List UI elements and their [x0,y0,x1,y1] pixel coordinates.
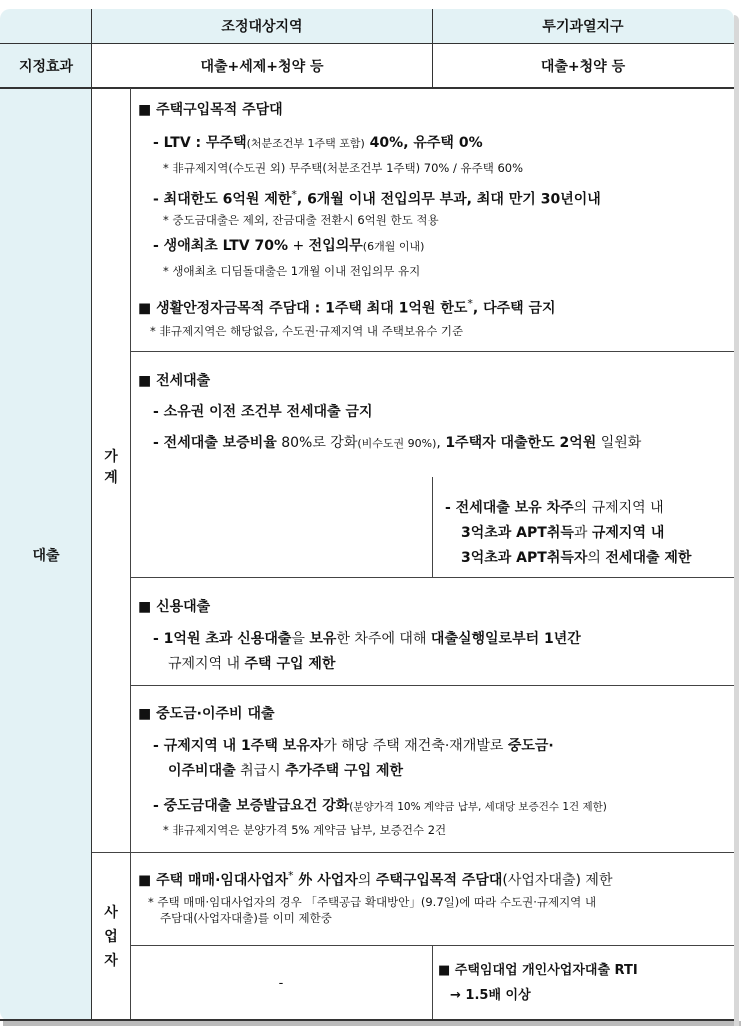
business-rti-line1: ■ 주택임대업 개인사업자대출 RTI [438,963,638,978]
interim-line2: 이주비대출 취급시 추가주택 구입 제한 [168,763,404,779]
jeonse-line2: - 전세대출 보증비율 80%로 강화(비수도권 90%), 1주택자 대출한도 2억원 일원화 [153,435,642,451]
interim-note: * 非규제지역은 분양가격 5% 계약금 납부, 보증건수 2건 [163,823,447,837]
mortgage-ltv-note: * 非규제지역(수도권 외) 무주택(처분조건부 1주택) 70% / 유주택 60% [163,161,524,175]
jeonse-title: ■ 전세대출 [138,373,211,389]
business-label-char: 사 [104,905,118,921]
jeonse-line1: - 소유권 이전 조건부 전세대출 금지 [153,404,373,420]
sublabel-divider [130,88,131,1021]
mortgage-limit-note: * 중도금대출은 제외, 잔금대출 전환시 6억원 한도 적용 [163,213,439,227]
effect-row-label: 지정효과 [18,58,74,75]
mortgage-living-note: * 非규제지역은 해당없음, 수도권·규제지역 내 주택보유수 기준 [150,324,464,338]
effect-row-a: 대출+세제+청약 등 [200,58,324,75]
regulation-table [0,9,734,1021]
business-dash: - [278,975,284,991]
divider-mortgage-jeonse [130,351,734,352]
business-note1: * 주택 매매·임대사업자의 경우 「주택공급 확대방안」(9.7일)에 따라 수도권·규제지역 내 [148,895,597,909]
header-col-b: 투기과열지구 [542,19,624,35]
mortgage-title: ■ 주택구입목적 주담대 [138,102,283,118]
table-shadow-side [734,15,739,1026]
jeonse-sub3: 3억초과 APT취득자의 전세대출 제한 [461,550,692,566]
mortgage-first-note: * 생애최초 디딤돌대출은 1개월 이내 전입의무 유지 [163,264,421,278]
divider-jeonse-box [432,477,433,577]
divider-jeonse-credit [130,577,734,578]
business-line1: ■ 주택 매매·임대사업자* 外 사업자의 주택구입목적 주담대(사업자대출) 제한 [138,869,613,889]
divider-business-bottom-mid [432,945,433,1021]
business-label-char: 자 [104,953,118,969]
jeonse-sub2: 3억초과 APT취득과 규제지역 내 [461,525,665,541]
col-divider-mid-header [432,9,433,88]
header-col-a: 조정대상지역 [221,19,303,35]
interim-title: ■ 중도금·이주비 대출 [138,706,275,722]
divider-jeonse-box-top [432,477,734,478]
jeonse-sub1: - 전세대출 보유 차주의 규제지역 내 [445,500,664,516]
credit-line2: 규제지역 내 주택 구입 제한 [168,656,336,672]
table-top-border [0,43,734,44]
mortgage-limit: - 최대한도 6억원 제한*, 6개월 이내 전입의무 부과, 최대 만기 30년이내 [153,188,601,208]
business-label [92,901,130,973]
mortgage-ltv: - LTV : 무주택(처분조건부 1주택 포함) 40%, 유주택 0% [153,135,483,151]
household-label [92,447,130,489]
household-label-char: 가 [104,449,118,465]
business-note2: 주담대(사업자대출)를 이미 제한중 [160,911,332,925]
loan-label: 대출 [32,547,60,564]
household-label-char: 계 [104,470,118,486]
divider-credit-interim [130,685,734,686]
mortgage-living: ■ 생활안정자금목적 주담대 : 1주택 최대 1억원 한도*, 다주택 금지 [138,297,556,317]
business-label-char: 업 [104,929,118,945]
mortgage-first-buyer: - 생애최초 LTV 70% + 전입의무(6개월 이내) [153,238,425,254]
interim-line1: - 규제지역 내 1주택 보유자가 해당 주택 재건축·재개발로 중도금· [153,738,554,754]
effect-row-bottom-border [0,87,734,89]
credit-line1: - 1억원 초과 신용대출을 보유한 차주에 대해 대출실행일로부터 1년간 [153,631,581,647]
divider-household-business [92,852,734,853]
col-divider-left [91,9,92,1021]
interim-line3: - 중도금대출 보증발급요건 강화(분양가격 10% 계약금 납부, 세대당 보증건수 1건 제한) [153,798,607,814]
credit-title: ■ 신용대출 [138,599,211,615]
table-shadow [3,1021,741,1026]
effect-row-b: 대출+청약 등 [540,58,626,75]
business-rti-line2: → 1.5배 이상 [450,988,531,1003]
